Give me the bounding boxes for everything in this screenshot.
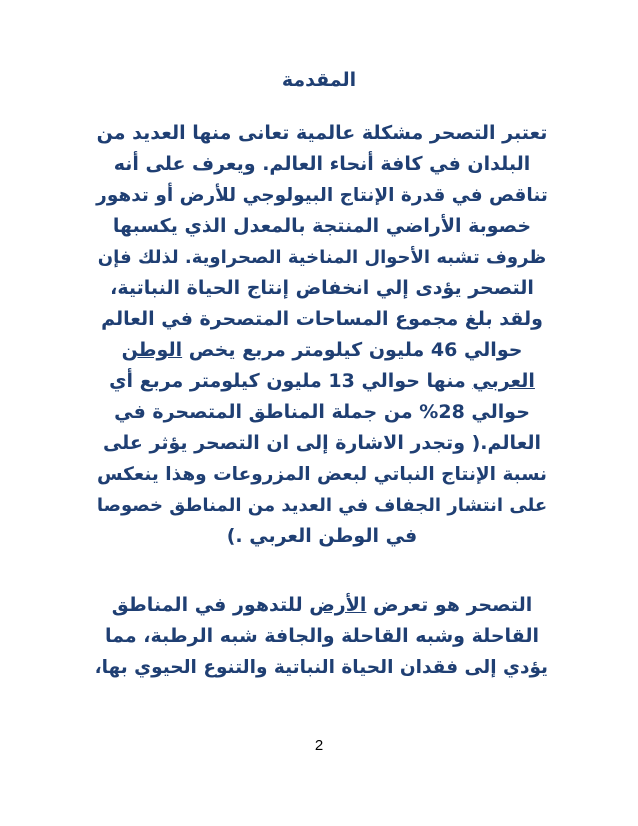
text-line: خصوبة الأراضي المنتجة بالمعدل الذي يكسبها [112, 215, 532, 237]
text-line: التصحر يؤدى إلي انخفاض إنتاج الحياة النباتية، [110, 277, 534, 299]
text-line: في الوطن العربي .) [226, 525, 418, 547]
text-line [96, 366, 548, 397]
text-line: نسبة الإنتاج النباتي لبعض المزروعات وهذا ينعكس [97, 464, 547, 485]
underlined-word: الوطن [121, 339, 183, 361]
text-line: تناقص في قدرة الإنتاج البيولوجي للأرض أو تدهور [96, 185, 548, 206]
text-line: البلدان في كافة أنحاء العالم. ويعرف على أنه [113, 153, 531, 175]
text-line: يؤدي إلى فقدان الحياة النباتية والتنوع الحيوي بها، [94, 657, 548, 678]
text-line: العالم.( وتجدر الاشارة إلى ان التصحر يؤثر على [102, 432, 542, 454]
page-number: 2 [314, 737, 324, 754]
text-line: ظروف تشبه الأحوال المناخية الصحراوية. لذلك فإن [97, 247, 547, 268]
text-segment: للتدهور في المناطق [111, 594, 310, 616]
text-line [96, 590, 548, 621]
page-heading: المقدمة [281, 69, 357, 91]
text-line: على انتشار الجفاف في العديد من المناطق خصوصا [96, 495, 548, 516]
text-segment: منها حوالي 13 مليون كيلومتر مربع أي [109, 370, 473, 392]
text-line: ولقد بلغ مجموع المساحات المتصحرة في العالم [101, 308, 543, 330]
text-line: القاحلة وشبه القاحلة والجافة شبه الرطبة، مما [104, 625, 540, 647]
text-line: تعتبر التصحر مشكلة عالمية تعانى منها العديد من [96, 122, 548, 144]
underlined-word: الأرض [309, 594, 367, 616]
text-line: حوالي 28% من جملة المناطق المتصحرة في [114, 401, 530, 423]
text-segment: حوالي 46 مليون كيلومتر مربع يخص [182, 339, 523, 361]
text-line [96, 335, 548, 366]
paragraph-intro [96, 118, 548, 552]
text-segment: التصحر هو تعرض [366, 594, 533, 616]
paragraph-definition [96, 590, 548, 683]
underlined-word: العربي [472, 370, 535, 392]
